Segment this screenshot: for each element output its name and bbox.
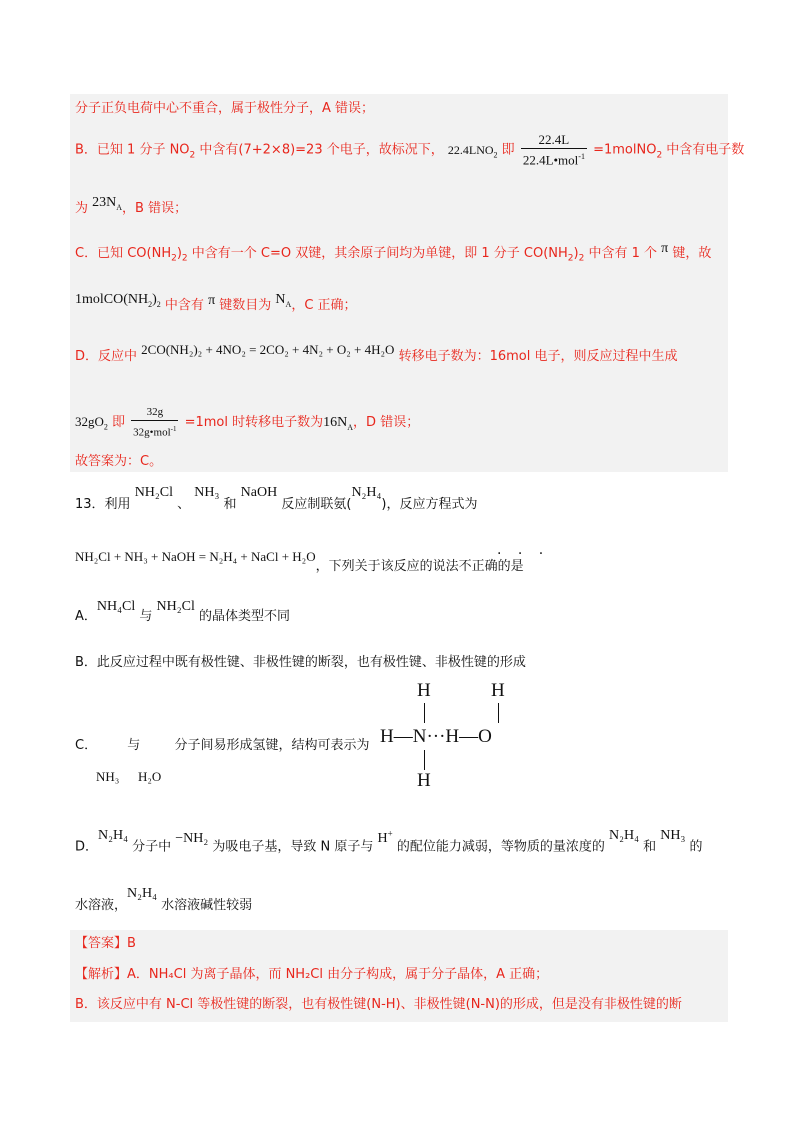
solution-line-b	[75, 132, 744, 170]
text: 中含有电子数	[662, 142, 745, 158]
text: )，反应方程式为	[381, 497, 478, 512]
solution-line-b2	[75, 195, 188, 223]
pi-symbol: π	[661, 241, 669, 256]
text: =1mol 时转移电子数为	[180, 414, 324, 430]
text: 中含有(7+2×8)=23 个电子，故标况下，	[195, 142, 444, 158]
text: 中含有 1 个	[584, 246, 662, 261]
text: D．反应中	[75, 349, 138, 364]
formula-nh2cl: NH₂Cl	[134, 485, 174, 500]
text: 与	[135, 609, 157, 624]
analysis-line-b	[75, 996, 682, 1014]
bond-n-h-bottom	[424, 750, 425, 770]
formula-naoh: NaOH	[240, 485, 278, 500]
answer-text: 故答案为：C。	[75, 454, 163, 469]
text: 的	[685, 839, 703, 855]
fraction-denominator: 32g•mol$^{-1}$	[133, 425, 177, 439]
formula-1mol-co-nh2-2: $1molCO(NH_2)_2$	[75, 292, 161, 309]
text: ，C 正确；	[291, 298, 357, 313]
equation-urea-no2: 2CO(NH₂)₂ + 4NO₂ = 2CO₂ + 4N₂ + O₂ + 4H₂O	[141, 342, 395, 357]
option-d-line-2	[75, 886, 253, 915]
text: 的晶体类型不同	[194, 609, 290, 624]
formula-n2h4: N₂H₄	[127, 886, 157, 901]
solution-line-d2	[75, 404, 419, 443]
text: B．已知 1 分子 NO	[75, 142, 190, 158]
analysis-text-b: B．该反应中有 N-Cl 等极性键的断裂，也有极性键(N-H)、非极性键(N-N)的形成，但是没有非极性键的断	[75, 997, 682, 1012]
text: 水溶液，	[75, 898, 128, 913]
analysis-label: 【解析】	[75, 967, 128, 982]
subscript: 2	[656, 150, 663, 161]
atom-h-bottom: H	[417, 770, 431, 791]
solution-line-1	[75, 100, 374, 118]
subscript: 2	[189, 150, 196, 161]
text: 、	[173, 497, 195, 512]
formula-nh3: NH₃	[96, 769, 120, 784]
text: 中含有一个 C=O 双键，其余原子间均为单键，即 1 分子 CO(NH	[187, 246, 568, 261]
fraction-numerator: 32g	[131, 404, 178, 421]
text: 中含有	[160, 298, 209, 313]
text: ，D 错误；	[353, 414, 420, 430]
formula-nh4cl: NH₄Cl	[96, 599, 136, 614]
fraction-22-4l	[521, 132, 587, 168]
text: ，B 错误；	[122, 201, 188, 216]
option-a[interactable]	[75, 599, 290, 626]
formula-32g-o2: $32gO_2$	[75, 413, 108, 432]
equation-hydrazine-synthesis: NH₂Cl + NH₃ + NaOH = N₂H₄ + NaCl + H₂O	[75, 549, 316, 564]
formula-n2h4: N₂H₄	[98, 827, 128, 843]
solution-answer-line	[75, 453, 162, 471]
option-c-label: C．	[75, 738, 98, 753]
text: 为	[75, 201, 93, 216]
option-a-label: A．	[75, 609, 97, 624]
group-nh2: −NH₂	[175, 830, 209, 846]
text: 键数目为	[215, 298, 276, 313]
formula-23na: $23N_A$	[92, 195, 123, 212]
option-b[interactable]	[75, 654, 526, 672]
text: 和	[638, 839, 661, 855]
bond-o-h-top	[498, 703, 499, 723]
option-d-label: D．	[75, 839, 99, 855]
ion-h-plus: H+	[377, 828, 393, 846]
atom-h-top-right: H	[491, 680, 505, 701]
analysis-text-a: A．NH₄Cl 为离子晶体，而 NH₂Cl 由分子构成，属于分子晶体，A 正确；	[127, 967, 549, 982]
pi-symbol: π	[208, 293, 216, 308]
fraction-32g	[131, 404, 178, 441]
text: =1molNO	[588, 142, 657, 158]
question-13-equation	[75, 549, 524, 576]
option-d[interactable]	[75, 827, 703, 857]
formula-16na: $16N_A$	[323, 414, 354, 432]
answer-text: 【答案】B	[75, 936, 136, 951]
formula-n2h4: N₂H₄	[351, 485, 382, 500]
solution-line-c: C．已知 $CO(NH_2)_2$ 中含有一个 C=O 双键，其余原子间均为单键，即 1 分子 $CO(NH_2)_2$ 中含有 1 个 π 键，故	[75, 241, 712, 264]
formula-nh2cl: NH₂Cl	[156, 599, 195, 614]
text: 和	[219, 497, 241, 512]
fraction-denominator: 22.4L•mol$^{-1}$	[522, 152, 585, 168]
solution-line-c2	[75, 292, 357, 320]
emphasis-dots: · · ·	[497, 546, 550, 562]
fraction-numerator: 22.4L	[521, 132, 587, 149]
text: 即	[107, 414, 130, 430]
text: 反应制联氨(	[277, 497, 352, 512]
formula-nh3: NH₃	[660, 827, 686, 843]
text: 为吸电子基，导致 N 原子与	[208, 839, 378, 855]
option-b-text: B．此反应过程中既有极性键、非极性键的断裂，也有极性键、非极性键的形成	[75, 655, 526, 670]
atom-h-top: H	[417, 680, 431, 701]
question-number: 13．利用	[75, 497, 135, 512]
analysis-line-a	[75, 966, 548, 984]
answer-line	[75, 935, 136, 953]
text: 键，故	[668, 246, 712, 261]
question-prompt: ，下列关于该反应的说法不正确的是	[315, 559, 524, 574]
formula-h2o: H₂O	[138, 769, 162, 784]
text: 与	[123, 738, 145, 753]
text: 的配位能力减弱，等物质的量浓度的	[392, 839, 609, 855]
text: 水溶液碱性较弱	[157, 898, 253, 913]
formula-n2h4: N₂H₄	[609, 827, 639, 843]
text: 即	[497, 142, 519, 158]
formula-nh3: NH₃	[194, 485, 220, 500]
formula-na: $N_A$	[275, 292, 292, 309]
bond-n-h-top	[424, 703, 425, 723]
text: 分子间易形成氢键，结构可表示为	[170, 738, 370, 753]
text: 转移电子数为：16mol 电子，则反应过程中生成	[398, 349, 678, 364]
formula-22-4l-no2: $22.4LNO_2$	[447, 142, 498, 160]
option-c[interactable]	[75, 737, 369, 755]
solution-text: 分子正负电荷中心不重合，属于极性分子，A 错误；	[75, 101, 375, 116]
text: 分子中	[128, 839, 176, 855]
solution-line-d	[75, 342, 678, 366]
hydrogen-bond-row: H—N···H—O	[380, 726, 492, 747]
question-13-stem	[75, 485, 478, 514]
text: C．已知 CO(NH	[75, 246, 172, 261]
